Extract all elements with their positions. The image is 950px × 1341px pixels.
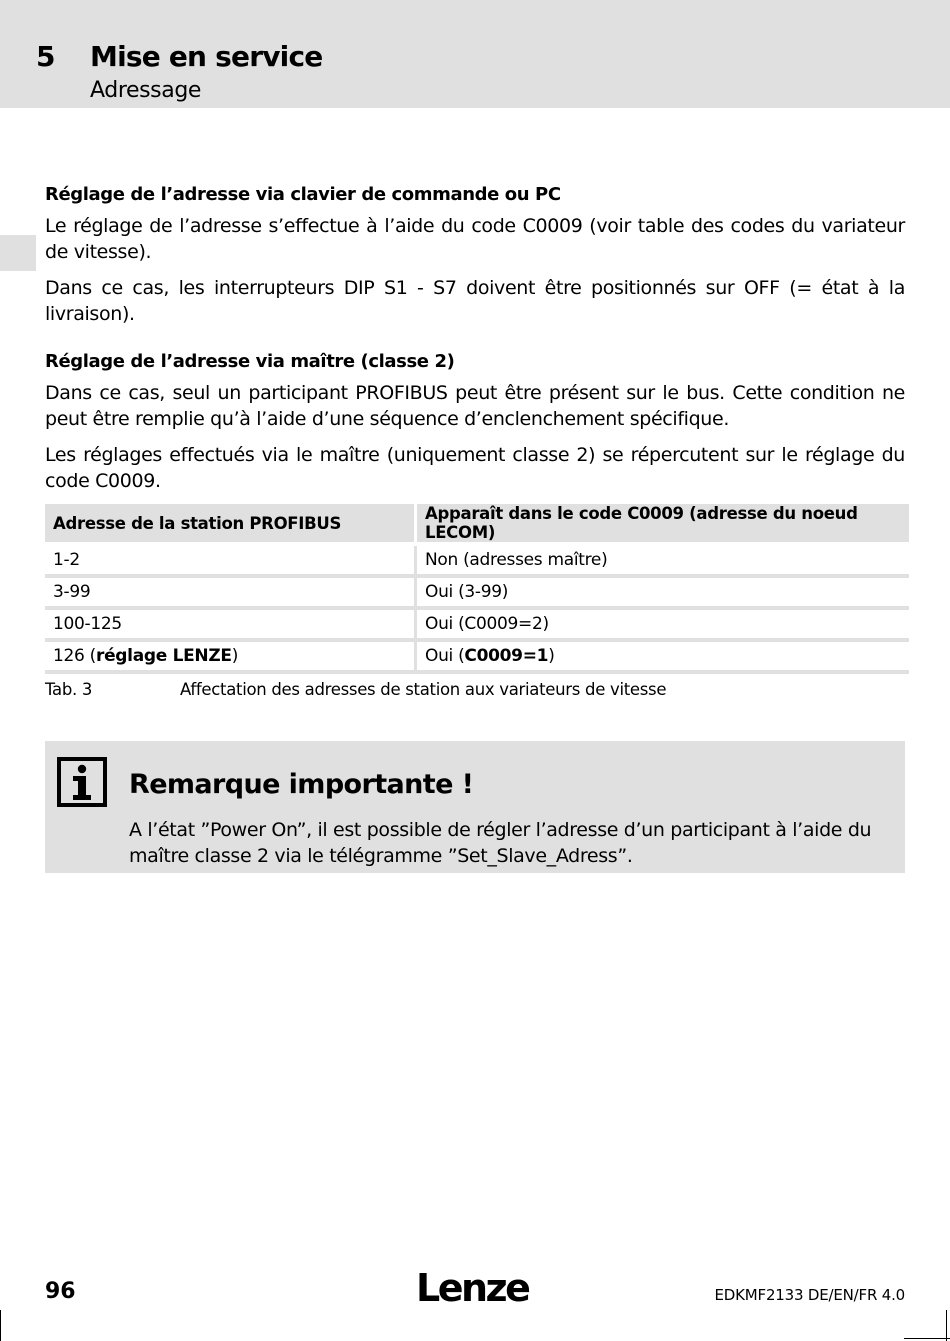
section2-heading: Réglage de l’adresse via maître (classe 2) [45, 351, 455, 372]
section2-paragraph-2: Les réglages effectués via le maître (uniquement classe 2) se répercutent sur le réglage du code C0009. [45, 444, 905, 492]
table-cell: Oui (3-99) [417, 578, 909, 610]
table-caption-number: Tab. 3 [45, 680, 93, 699]
cell-text: ) [231, 646, 239, 666]
note-text: A l’état ”Power On”, il est possible de régler l’adresse d’un participant à l’aide du maître classe 2 via le télégramme ”Set_Slave_Adress”. [129, 819, 872, 867]
section1-heading: Réglage de l’adresse via clavier de commande ou PC [45, 184, 561, 205]
table-caption [45, 680, 905, 699]
table-row [45, 642, 909, 674]
table-row [45, 578, 909, 610]
table-caption-text: Affectation des adresses de station aux variateurs de vitesse [180, 680, 667, 699]
table-row [45, 546, 909, 578]
cell-text: 126 ( [53, 646, 96, 666]
section-title: Adressage [90, 78, 202, 103]
lenze-logo: Lenze [416, 1266, 529, 1310]
chapter-side-tab [0, 235, 36, 271]
table-header-cell: Adresse de la station PROFIBUS [45, 504, 417, 546]
section2-paragraph-1: Dans ce cas, seul un participant PROFIBUS peut être présent sur le bus. Cette condition ne peut être remplie qu’à l’aide d’une séquence d’enclenchement spécifique. [45, 382, 905, 430]
table-header-cell: Apparaît dans le code C0009 (adresse du noeud LECOM) [417, 504, 909, 546]
table-row [45, 610, 909, 642]
chapter-number: 5 [36, 40, 55, 73]
table-cell: 100-125 [45, 610, 417, 642]
table-header-row [45, 504, 909, 546]
cell-text: ) [548, 646, 555, 666]
crop-mark [904, 1338, 950, 1339]
chapter-header [0, 0, 950, 108]
table-cell [417, 642, 909, 674]
address-table [45, 504, 909, 674]
table-cell [45, 642, 417, 674]
table-cell: 3-99 [45, 578, 417, 610]
info-icon [57, 757, 107, 807]
page-number: 96 [45, 1279, 76, 1304]
table-cell: Oui (C0009=2) [417, 610, 909, 642]
table-cell: 1-2 [45, 546, 417, 578]
cell-bold-text: C0009=1 [464, 646, 549, 666]
cell-bold-text: réglage LENZE [95, 646, 232, 666]
table-cell: Non (adresses maître) [417, 546, 909, 578]
section1-paragraph-1: Le réglage de l’adresse s’effectue à l’aide du code C0009 (voir table des codes du variateur de vitesse). [45, 215, 905, 263]
chapter-title: Mise en service [90, 40, 323, 73]
crop-mark [946, 1310, 947, 1341]
main-content [45, 184, 905, 699]
cell-text: Oui ( [425, 646, 465, 666]
note-title: Remarque importante ! [129, 769, 474, 800]
important-note-box [45, 741, 905, 873]
document-id: EDKMF2133 DE/EN/FR 4.0 [714, 1286, 905, 1304]
crop-mark [0, 1310, 1, 1341]
section1-paragraph-2: Dans ce cas, les interrupteurs DIP S1 - S7 doivent être positionnés sur OFF (= état à la livraison). [45, 277, 905, 325]
